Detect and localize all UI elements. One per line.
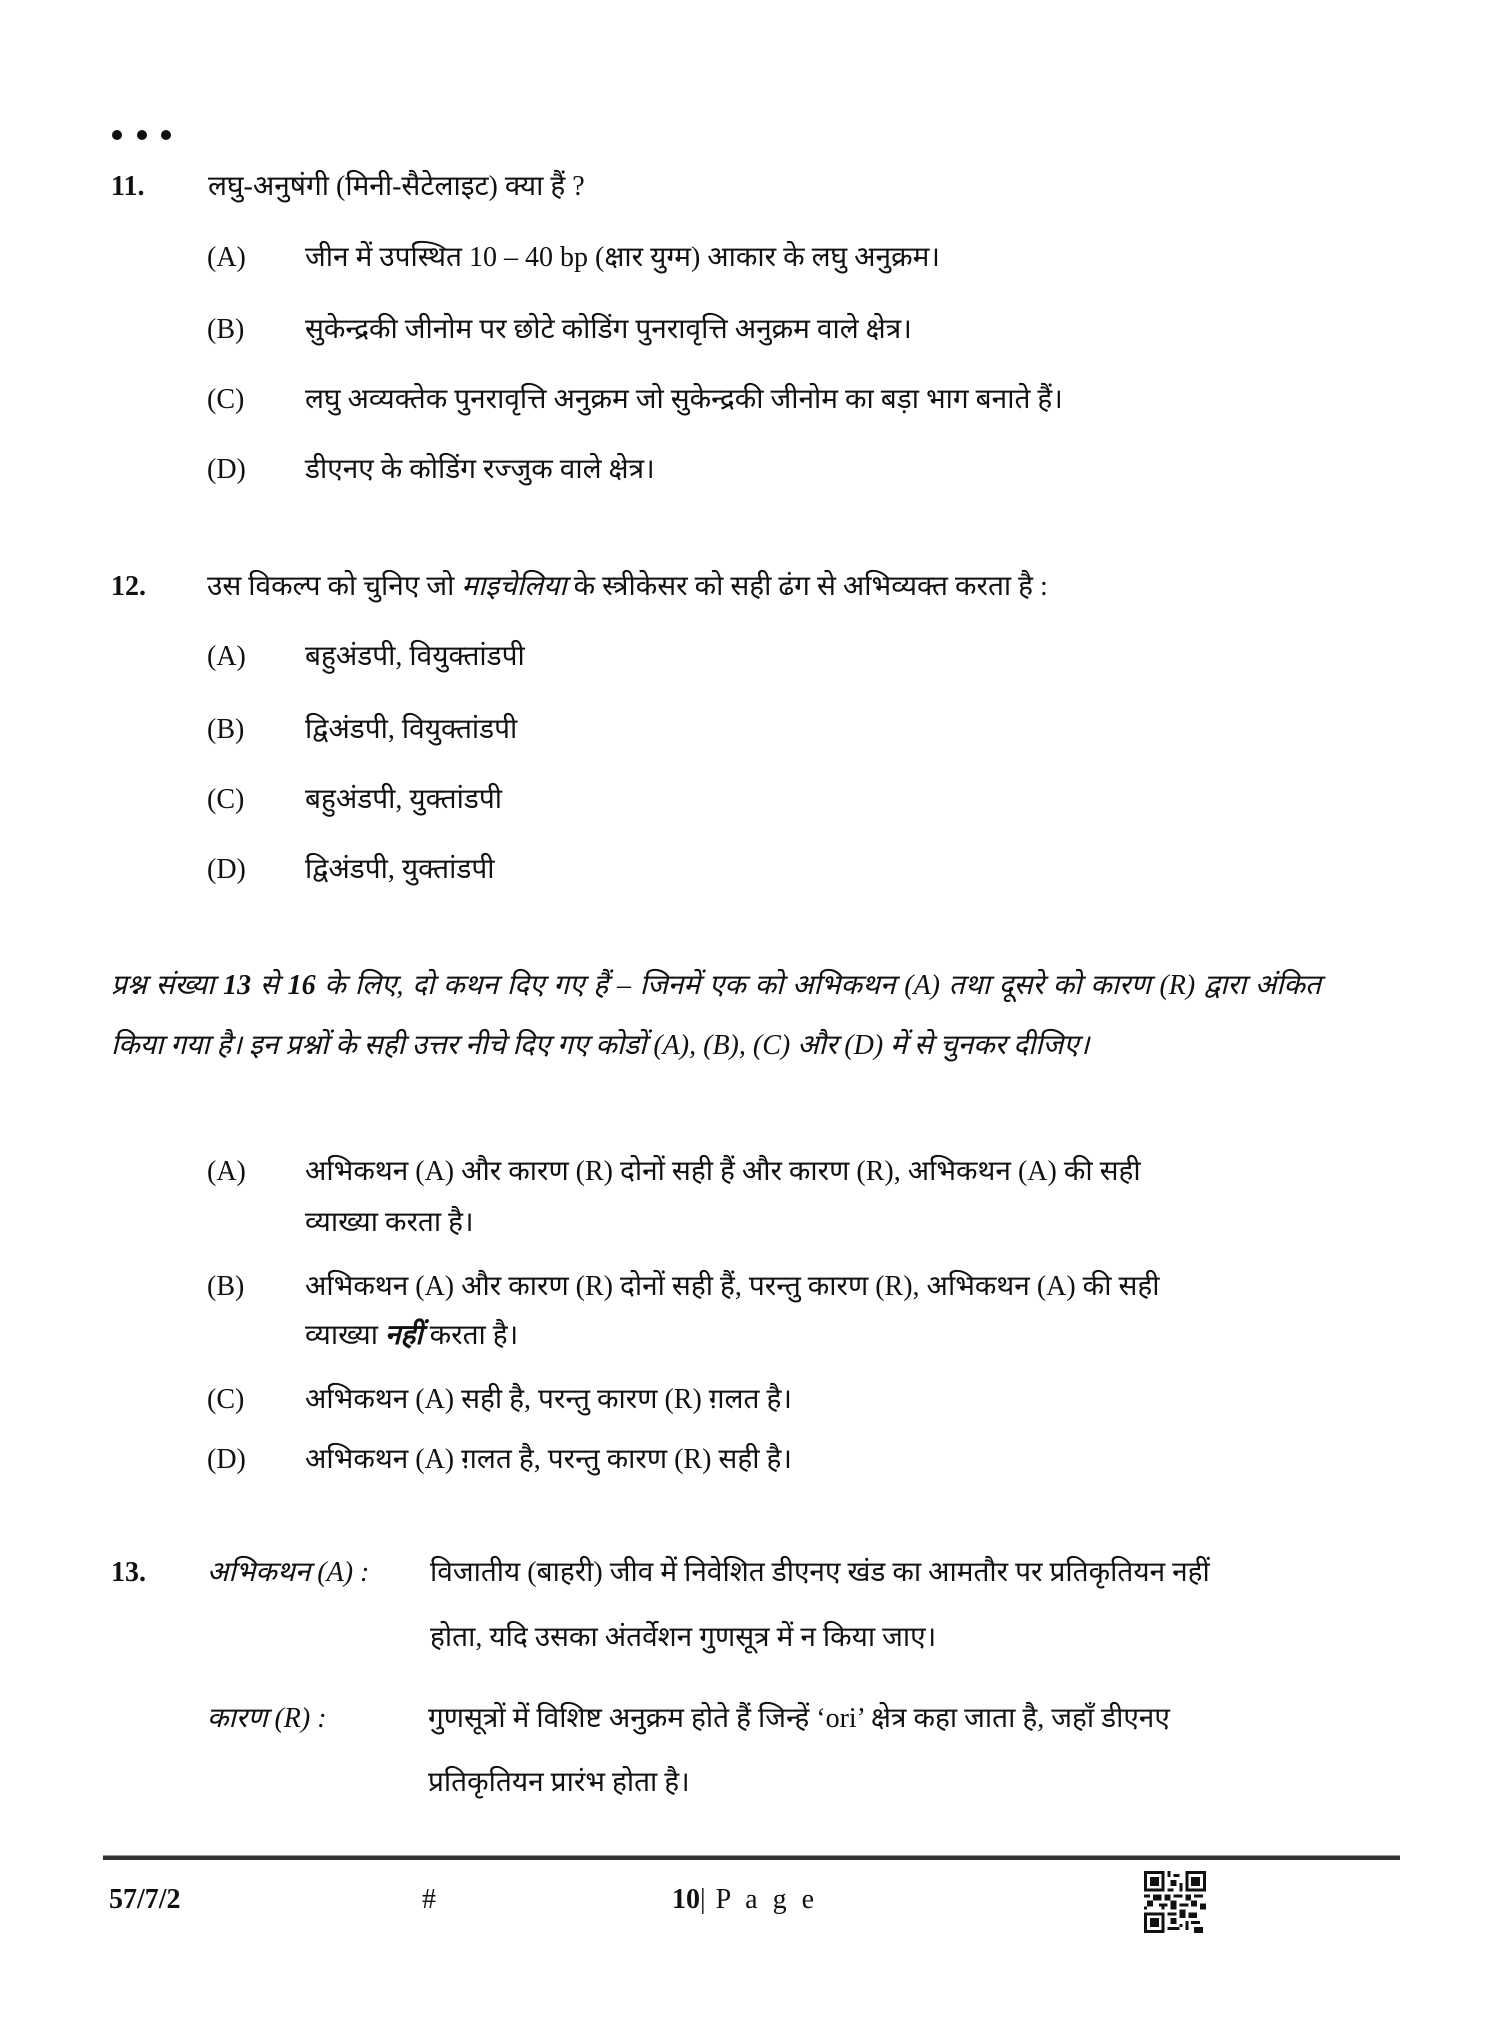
qr-code-icon [1144,1871,1206,1933]
option-text: द्विअंडपी, वियुक्तांडपी [305,714,518,745]
code-letter: (B) [207,1271,245,1302]
code-letter: (A) [207,1156,246,1187]
option-letter: (A) [207,242,246,273]
paper-code: 57/7/2 [109,1884,181,1915]
option-text: बहुअंडपी, वियुक्तांडपी [305,641,525,672]
instruction-text: के लिए, दो कथन दिए गए हैं – जिनमें एक को अभिकथन (A) तथा दूसरे को कारण (R) द्वारा अंकित किया गया है। इन प्रश्नों के सही उत्तर नीचे दिए गए कोडों (A), (B), (C) और (D) में से चुनकर दीजिए। [111,970,1321,1061]
code-letter: (D) [207,1444,246,1475]
question-number: 11. [111,171,145,202]
option-letter: (A) [207,641,246,672]
page-label: P a g e [715,1884,818,1915]
option-letter: (C) [207,784,245,815]
code-text [305,1322,518,1350]
code-text: अभिकथन (A) सही है, परन्तु कारण (R) ग़लत है। [305,1384,792,1415]
page-indicator [672,1886,818,1914]
question-number: 13. [111,1557,146,1588]
option-letter: (D) [207,854,246,885]
code-text: अभिकथन (A) ग़लत है, परन्तु कारण (R) सही है। [305,1444,792,1475]
question-text-italic: माइचेलिया [461,571,567,602]
reason-text: गुणसूत्रों में विशिष्ट अनुक्रम होते हैं जिन्हें ‘ori’ क्षेत्र कहा जाता है, जहाँ डीएनए [428,1703,1170,1734]
question-text-post: के स्त्रीकेसर को सही ढंग से अभिव्यक्त करता है : [566,571,1048,602]
code-text-post: करता है। [422,1320,519,1351]
dot-icon [161,130,171,140]
code-text: अभिकथन (A) और कारण (R) दोनों सही हैं और कारण (R), अभिकथन (A) की सही [305,1156,1141,1187]
instruction-text: से [251,970,288,1001]
page-number: 10 [672,1884,700,1915]
code-text: व्याख्या करता है। [305,1207,474,1238]
assertion-text: होता, यदि उसका अंतर्वेशन गुणसूत्र में न किया जाए। [430,1622,937,1653]
option-text: लघु अव्यक्तेक पुनरावृत्ति अनुक्रम जो सुकेन्द्रकी जीनोम का बड़ा भाग बनाते हैं। [305,384,1063,415]
footer-divider [103,1855,1400,1860]
hash-mark: # [422,1884,436,1915]
assertion-label: अभिकथन (A) : [207,1557,370,1588]
option-text: जीन में उपस्थित 10 – 40 bp (क्षार युग्म) आकार के लघु अनुक्रम। [305,242,940,273]
page-separator: | [700,1884,706,1915]
reason-text: प्रतिकृतियन प्रारंभ होता है। [428,1767,690,1798]
option-letter: (B) [207,314,245,345]
question-text-pre: उस विकल्प को चुनिए जो [207,571,462,602]
dot-icon [112,130,122,140]
instruction-text: प्रश्न संख्या [111,970,224,1001]
option-letter: (D) [207,454,246,485]
option-text: सुकेन्द्रकी जीनोम पर छोटे कोडिंग पुनरावृत्ति अनुक्रम वाले क्षेत्र। [305,314,912,345]
option-text: बहुअंडपी, युक्तांडपी [305,784,502,815]
code-text: अभिकथन (A) और कारण (R) दोनों सही हैं, परन्तु कारण (R), अभिकथन (A) की सही [305,1271,1160,1302]
code-text-emphasis: नहीं [384,1320,423,1351]
reason-label: कारण (R) : [207,1703,327,1734]
dot-icon [137,130,147,140]
question-text [207,573,1048,601]
option-text: द्विअंडपी, युक्तांडपी [305,854,495,885]
question-text: लघु-अनुषंगी (मिनी-सैटेलाइट) क्या हैं ? [208,171,585,202]
option-letter: (C) [207,384,245,415]
question-number: 12. [111,571,146,602]
assertion-text: विजातीय (बाहरी) जीव में निवेशित डीएनए खंड का आमतौर पर प्रतिकृतियन नहीं [430,1557,1210,1588]
option-text: डीएनए के कोडिंग रज्जुक वाले क्षेत्र। [305,454,655,485]
instruction-number: 13 [223,970,252,1001]
code-text-pre: व्याख्या [305,1320,385,1351]
instruction-number: 16 [287,970,316,1001]
assertion-reason-instructions [111,956,1321,1076]
option-letter: (B) [207,714,245,745]
code-letter: (C) [207,1384,245,1415]
